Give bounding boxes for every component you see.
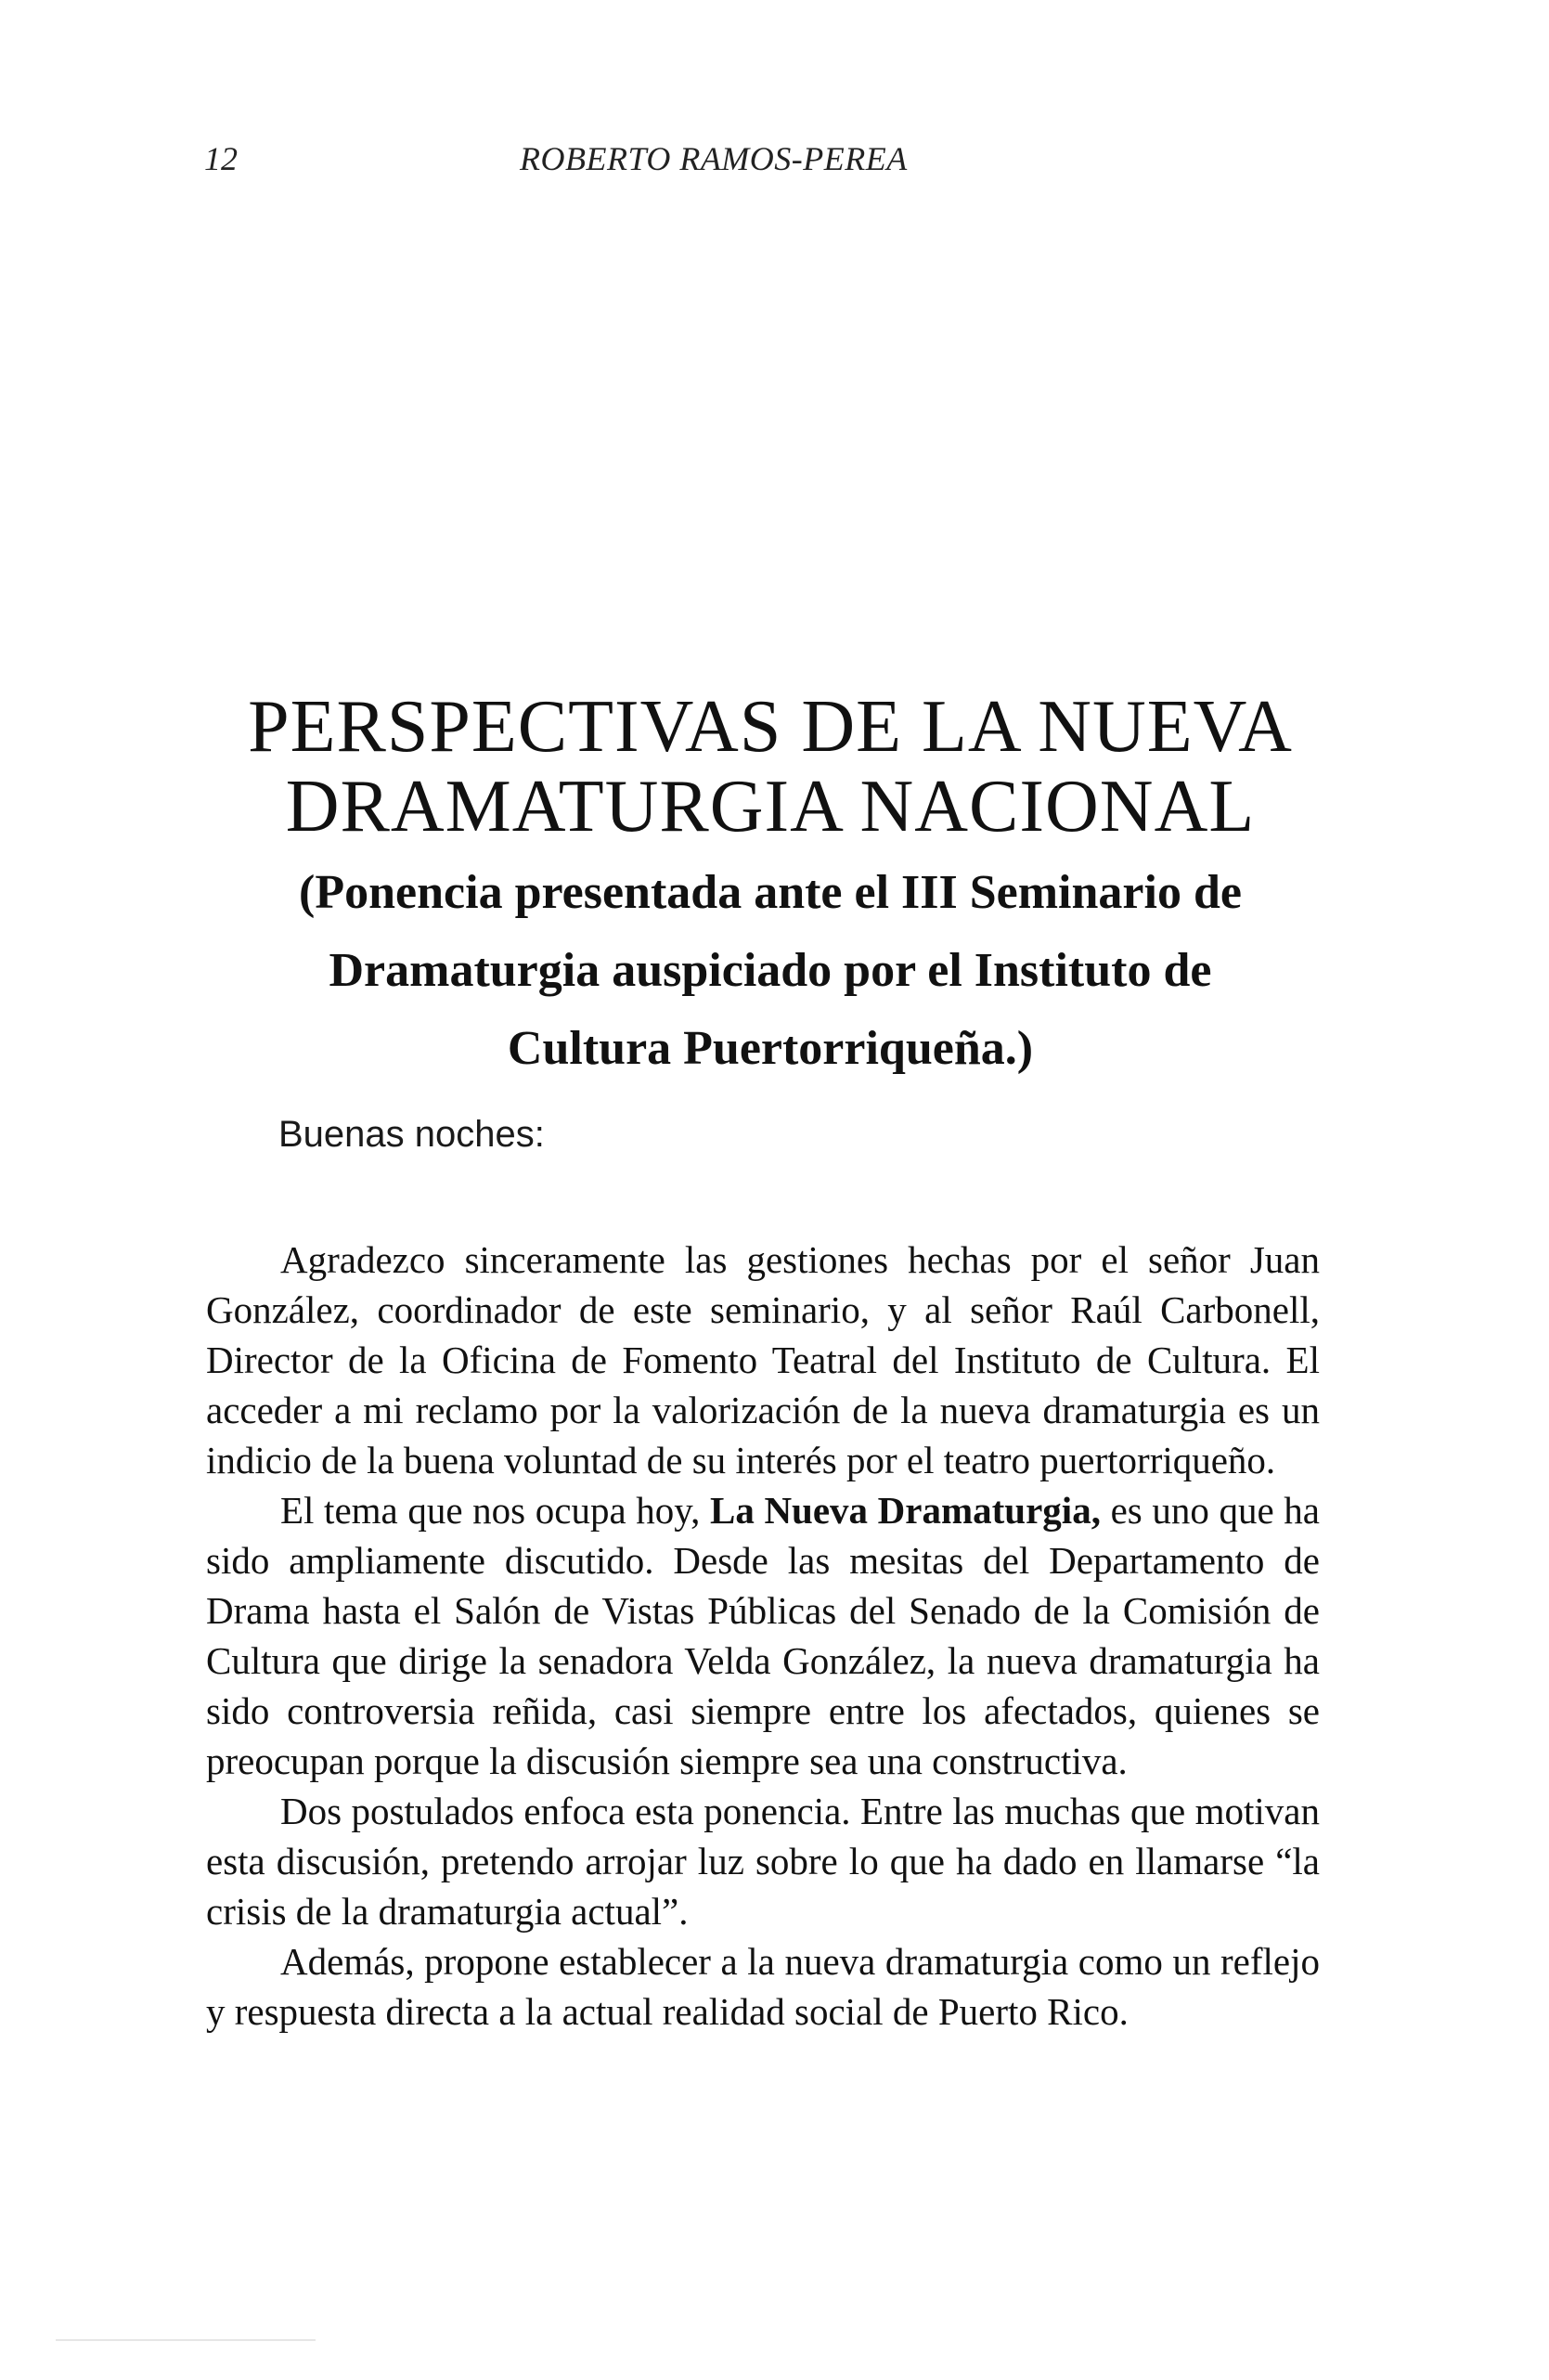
paragraph-2-text-start: El tema que nos ocupa hoy, [280,1489,710,1532]
paragraph-2 [206,1485,1320,1786]
paragraph-2-text-end: es uno que ha sido ampliamente discutido. Desde las mesitas del Departamento de Drama hasta el Salón de Vistas Públicas del Senado de la Comisión de Cultura que dirige la senadora Velda González, la nueva dramaturgia ha sido controversia reñida, casi siempre entre los afectados, quienes se preocupan porque la discusión siempre sea una constructiva. [206,1489,1320,1782]
scan-artifact [56,2339,316,2341]
body-text [206,1235,1320,2037]
article-title-line-1: PERSPECTIVAS DE LA NUEVA [248,686,1293,768]
article-subtitle-line-2: Dramaturgia auspiciado por el Instituto de [329,944,1212,997]
running-head-author: ROBERTO RAMOS-PEREA [520,140,908,177]
running-head [204,139,1318,186]
article-title-line-2: DRAMATURGIA NACIONAL [285,766,1256,847]
salutation: Buenas noches: [278,1114,545,1155]
article-title [148,687,1392,847]
paragraph-2-emphasis: La Nueva Dramaturgia, [709,1489,1101,1532]
paragraph-1: Agradezco sinceramente las gestiones hechas por el señor Juan González, coordinador de este seminario, y al señor Raúl Carbonell, Director de la Oficina de Fomento Teatral del Instituto de Cultura. El acceder a mi reclamo por la valorización de la nueva dramaturgia es un indicio de la buena voluntad de su interés por el teatro puertorriqueño. [206,1238,1320,1481]
article-subtitle-line-3: Cultura Puertorriqueña.) [507,1022,1034,1075]
paragraph-4: Además, propone establecer a la nueva dramaturgia como un reflejo y respuesta directa a la actual realidad social de Puerto Rico. [206,1940,1320,2033]
article-subtitle [223,854,1318,1088]
page-number: 12 [204,140,238,177]
paragraph-3: Dos postulados enfoca esta ponencia. Entre las muchas que motivan esta discusión, pretendo arrojar luz sobre lo que ha dado en llamarse “la crisis de la dramaturgia actual”. [206,1790,1320,1933]
article-subtitle-line-1: (Ponencia presentada ante el III Seminario de [299,866,1242,919]
